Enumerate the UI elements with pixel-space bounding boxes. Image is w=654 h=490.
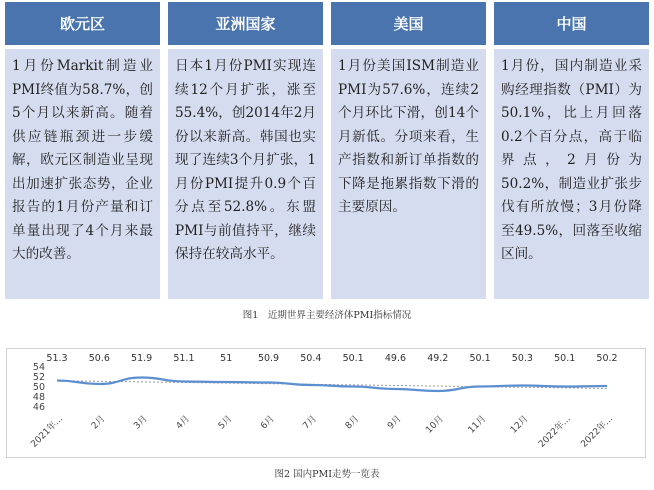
panel-title: 美国 [331,2,486,45]
pmi-line-chart [7,349,645,457]
y-tick-label: 50 [32,382,45,393]
figure-caption-1: 图1 近期世界主要经济体PMI指标情况 [242,310,412,321]
pmi-series-line [57,378,607,392]
data-label: 51.3 [46,353,68,364]
x-tick-label: 8月 [343,414,362,432]
data-label: 50.2 [596,353,618,364]
data-label: 49.2 [427,353,449,364]
data-label: 50.1 [554,353,576,364]
panel-text: 1月份，国内制造业采购经理指数（PMI）为50.1%，比上月回落0.2个百分点，高于临界点，2月份为50.2%，制造业扩张步伐有所放慢；3月份降至49.5%，回落至收缩区间。 [494,49,649,299]
x-tick-label: 12月 [508,414,531,436]
data-label: 51.1 [173,353,195,364]
x-tick-label: 7月 [301,414,319,432]
x-tick-label: 2022年... [579,414,616,450]
x-tick-label: 2月 [89,414,108,432]
data-label: 50.3 [511,353,533,364]
y-tick-label: 48 [32,392,45,403]
x-tick-label: 10月 [424,414,446,436]
x-tick-label: 9月 [386,414,404,432]
panel-text: 1月份Markit制造业PMI终值为58.7%，创5个月以来新高。随着供应链瓶颈进一步缓解，欧元区制造业呈现出加速扩张态势，企业报告的1月份产量和订单量出现了4个月来最大的改善。 [5,49,160,299]
data-label: 50.9 [257,353,280,364]
x-tick-label: 4月 [174,414,193,432]
y-tick-label: 52 [32,372,45,383]
figure-caption-2: 图2 国内PMI走势一览表 [274,469,380,480]
x-tick-label: 2022年... [537,414,573,450]
data-label: 50.6 [88,353,110,364]
panel-text: 日本1月份PMI实现连续12个月扩张，涨至55.4%，创2014年2月份以来新高。韩国也实现了连续3个月扩张，1月份PMI提升0.9个百分点至52.8%。东盟PMI与前值持平，继续保持在较高水平。 [168,49,323,299]
pmi-trend-chart [6,348,646,458]
panel-usa [331,2,486,299]
data-label: 50.1 [342,353,364,364]
x-tick-label: 11月 [466,414,489,436]
panel-eurozone [5,2,160,299]
x-tick-label: 5月 [216,414,235,432]
y-tick-label: 46 [32,402,45,413]
pmi-panels [5,2,649,299]
data-label: 51.9 [131,353,153,364]
panel-title: 亚洲国家 [168,2,323,45]
x-tick-label: 6月 [259,414,277,432]
panel-text: 1月份美国ISM制造业PMI为57.6%，连续2个月环比下滑，创14个月新低。分项来看，生产指数和新订单指数的下降是拖累指数下滑的主要原因。 [331,49,486,299]
data-label: 49.6 [384,353,407,364]
panel-china [494,2,649,299]
x-tick-label: 2021年... [29,414,66,450]
y-tick-label: 54 [32,362,45,373]
data-label: 50.4 [300,353,322,364]
data-label: 51 [220,353,233,364]
data-label: 50.1 [469,353,491,364]
panel-asia [168,2,323,299]
panel-title: 中国 [494,2,649,45]
x-tick-label: 3月 [132,414,150,432]
panel-title: 欧元区 [5,2,160,45]
